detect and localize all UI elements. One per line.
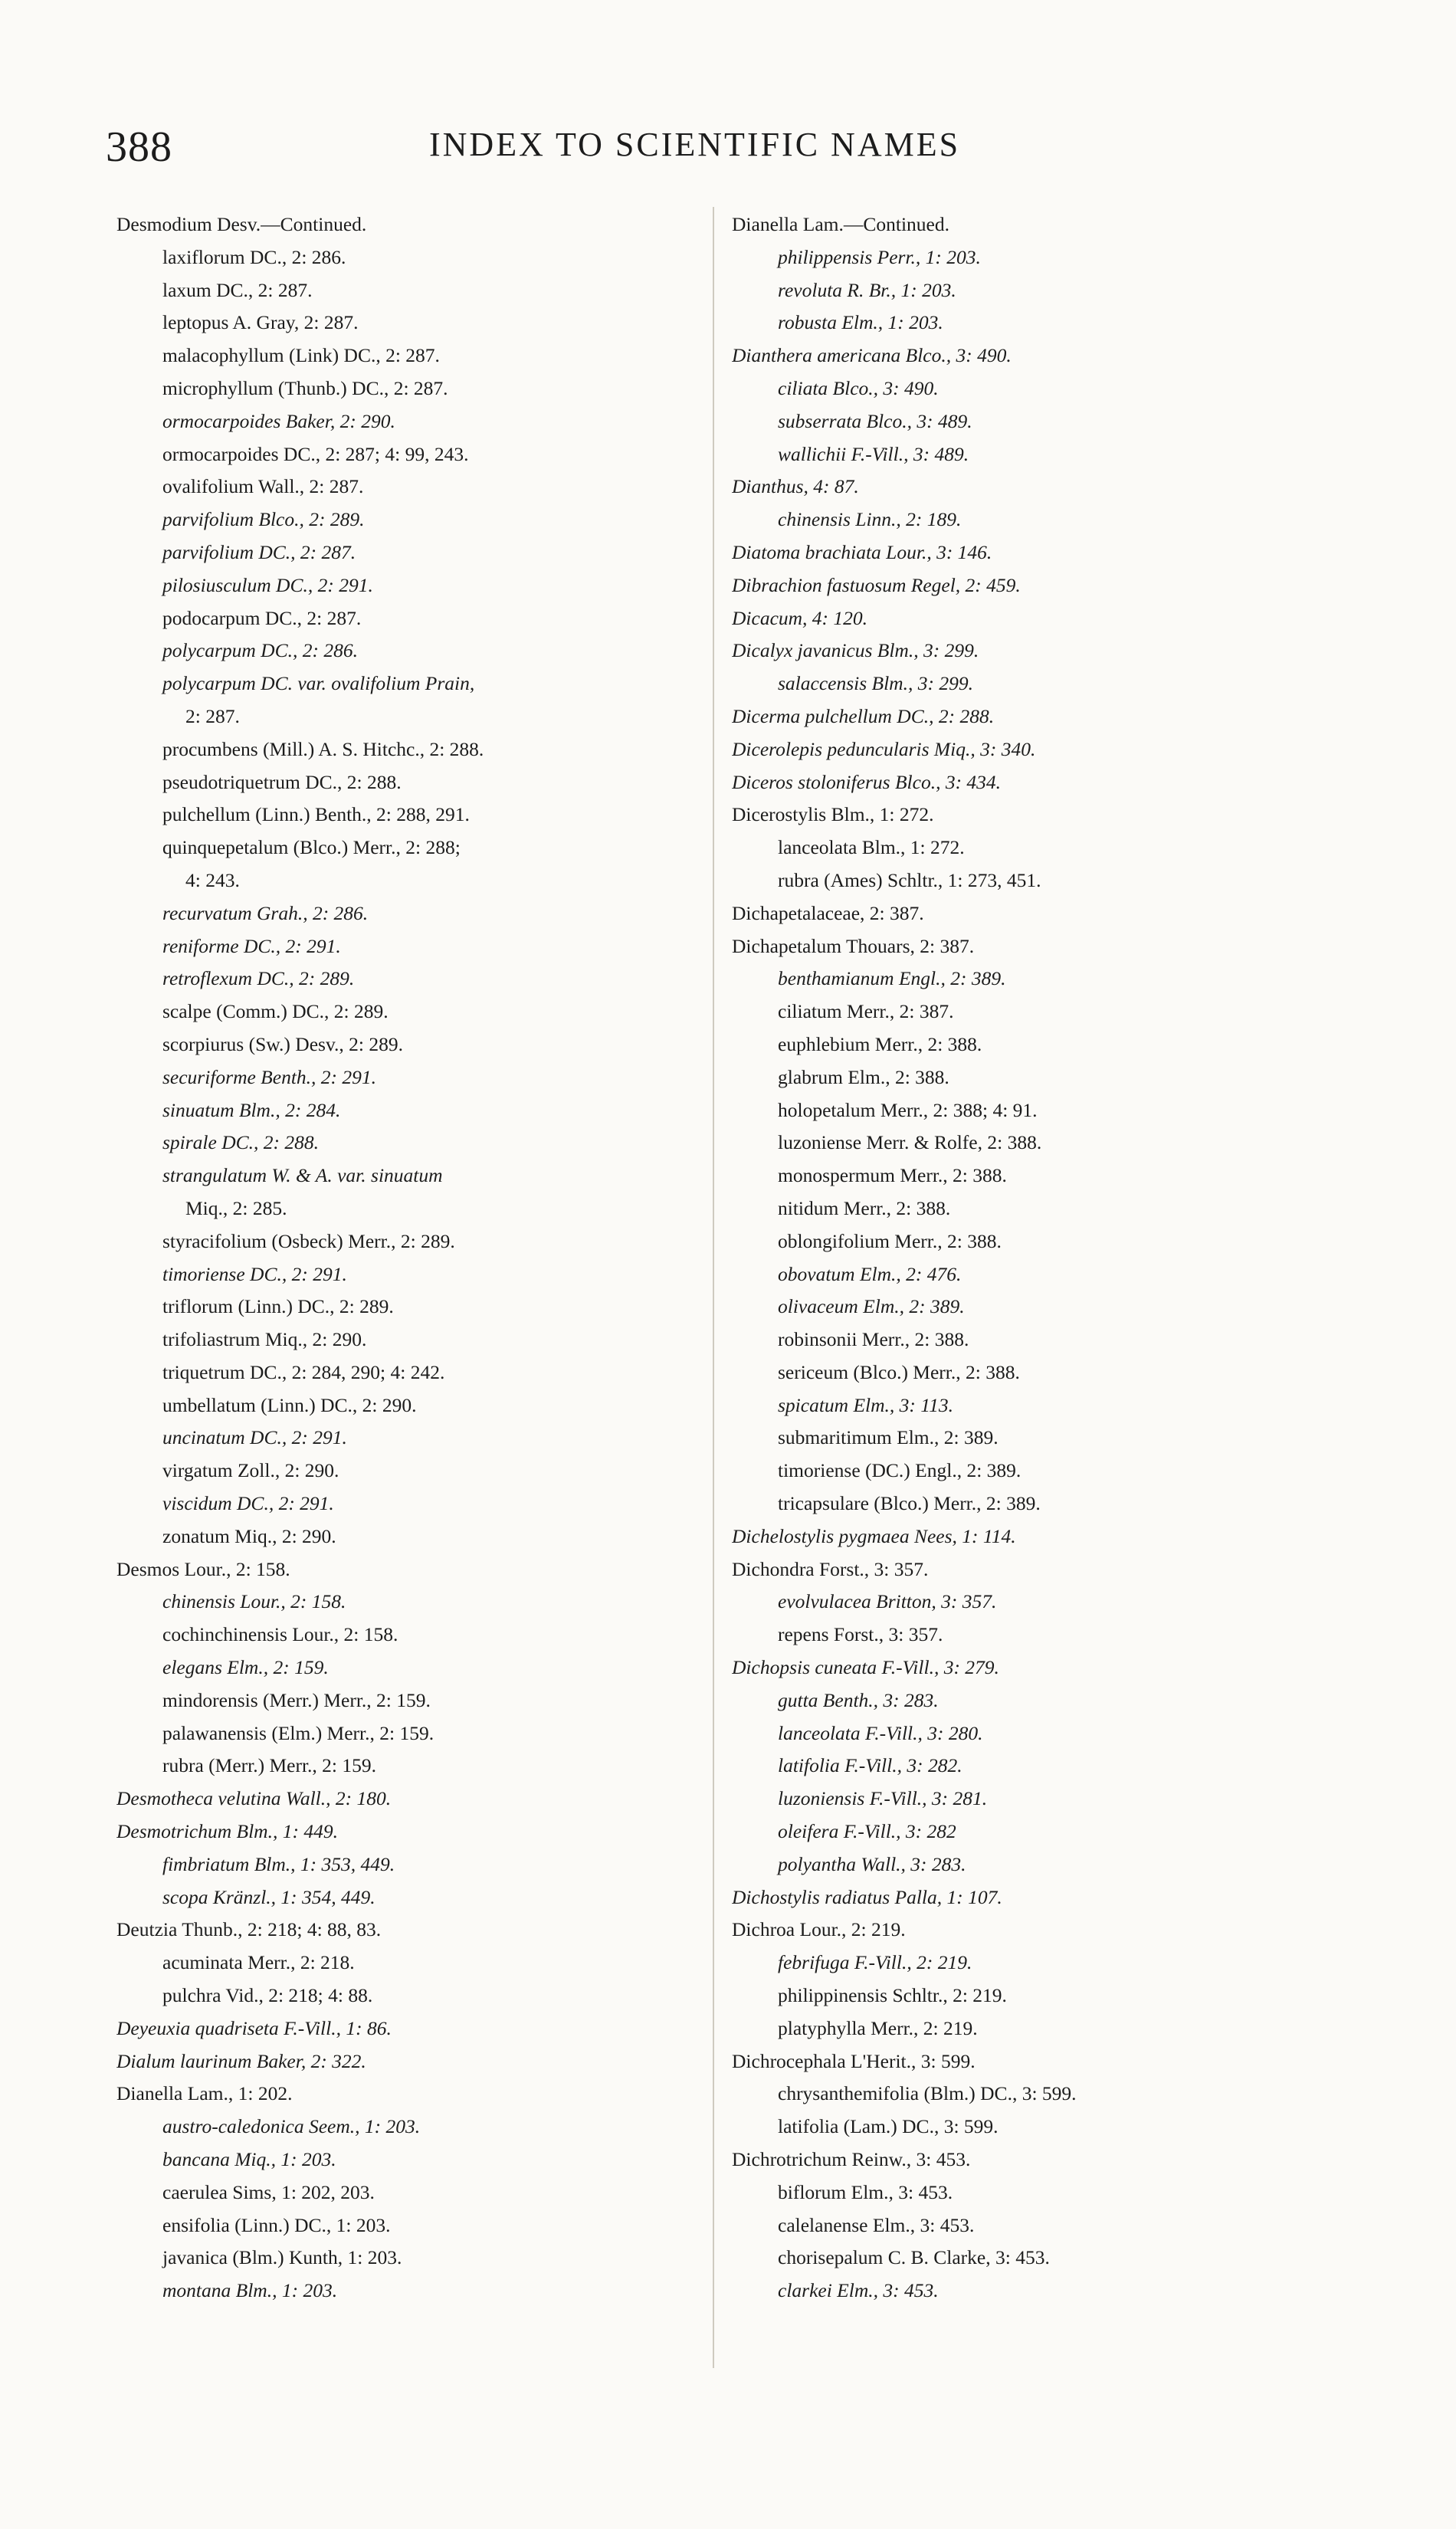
index-entry-species: sinuatum Blm., 2: 284. <box>162 1098 341 1121</box>
index-entry-species: reniforme DC., 2: 291. <box>162 934 341 957</box>
index-entry-genus: Dianthera americana Blco., 3: 490. <box>732 344 1012 367</box>
index-entry-species: calelanense Elm., 3: 453. <box>778 2213 975 2236</box>
index-entry-species: malacophyllum (Link) DC., 2: 287. <box>162 344 440 367</box>
index-entry-species: laxum DC., 2: 287. <box>162 278 313 301</box>
index-entry-species: euphlebium Merr., 2: 388. <box>778 1032 982 1055</box>
index-entry-species: salaccensis Blm., 3: 299. <box>778 672 973 695</box>
index-entry-species: bancana Miq., 1: 203. <box>162 2148 336 2171</box>
index-entry-species: philippinensis Schltr., 2: 219. <box>778 1984 1007 2007</box>
index-entry-species: ovalifolium Wall., 2: 287. <box>162 475 364 498</box>
index-entry-species: timoriense DC., 2: 291. <box>162 1262 347 1285</box>
index-entry-species: fimbriatum Blm., 1: 353, 449. <box>162 1852 395 1875</box>
index-entry-genus: Dichelostylis pygmaea Nees, 1: 114. <box>732 1524 1016 1547</box>
index-entry-species: febrifuga F.-Vill., 2: 219. <box>778 1951 972 1974</box>
index-entry-species: chrysanthemifolia (Blm.) DC., 3: 599. <box>778 2082 1077 2105</box>
index-entry-species: pulchellum (Linn.) Benth., 2: 288, 291. <box>162 803 470 826</box>
index-entry-species: elegans Elm., 2: 159. <box>162 1656 329 1679</box>
index-entry-species: glabrum Elm., 2: 388. <box>778 1065 949 1088</box>
index-entry-species: tricapsulare (Blco.) Merr., 2: 389. <box>778 1492 1041 1515</box>
index-entry-species: triflorum (Linn.) DC., 2: 289. <box>162 1295 394 1318</box>
index-entry-species: scalpe (Comm.) DC., 2: 289. <box>162 1000 389 1023</box>
index-entry-species: rubra (Ames) Schltr., 1: 273, 451. <box>778 868 1041 891</box>
index-entry-species: submaritimum Elm., 2: 389. <box>778 1426 999 1449</box>
index-entry-species: strangulatum W. & A. var. sinuatum <box>162 1164 443 1187</box>
index-entry-species: retroflexum DC., 2: 289. <box>162 967 355 990</box>
index-entry-species: clarkei Elm., 3: 453. <box>778 2279 939 2302</box>
index-entry-species: montana Blm., 1: 203. <box>162 2279 338 2302</box>
index-entry-species: triquetrum DC., 2: 284, 290; 4: 242. <box>162 1360 445 1383</box>
index-entry-genus: Dicalyx javanicus Blm., 3: 299. <box>732 639 979 662</box>
index-entry-species: nitidum Merr., 2: 388. <box>778 1196 951 1219</box>
index-entry-genus: Dichapetalum Thouars, 2: 387. <box>732 934 975 957</box>
index-entry-species: luzoniense Merr. & Rolfe, 2: 388. <box>778 1131 1042 1154</box>
index-entry-species: ormocarpoides Baker, 2: 290. <box>162 409 395 432</box>
index-entry-genus: Dichondra Forst., 3: 357. <box>732 1557 929 1580</box>
index-entry-genus: Dicerostylis Blm., 1: 272. <box>732 803 934 826</box>
index-entry-genus: Desmodium Desv.—Continued. <box>116 213 367 235</box>
index-entry-species: pilosiusculum DC., 2: 291. <box>162 573 373 596</box>
index-entry-species: obovatum Elm., 2: 476. <box>778 1262 962 1285</box>
index-entry-species: monospermum Merr., 2: 388. <box>778 1164 1007 1187</box>
index-entry-species: austro-caledonica Seem., 1: 203. <box>162 2115 421 2138</box>
index-entry-species: oblongifolium Merr., 2: 388. <box>778 1229 1002 1252</box>
index-entry-species: parvifolium Blco., 2: 289. <box>162 508 365 531</box>
index-entry-genus: Dianthus, 4: 87. <box>732 475 859 498</box>
index-entry-species: platyphylla Merr., 2: 219. <box>778 2016 978 2039</box>
index-entry-genus: Dichroa Lour., 2: 219. <box>732 1918 906 1941</box>
index-entry-species: trifoliastrum Miq., 2: 290. <box>162 1328 367 1351</box>
index-entry-species: polyantha Wall., 3: 283. <box>778 1852 966 1875</box>
index-entry-genus: Dichrotrichum Reinw., 3: 453. <box>732 2148 971 2171</box>
index-column-left <box>116 208 699 2308</box>
index-entry-species: 4: 243. <box>185 868 240 891</box>
index-entry-species: sericeum (Blco.) Merr., 2: 388. <box>778 1360 1020 1383</box>
index-entry-species: quinquepetalum (Blco.) Merr., 2: 288; <box>162 836 461 859</box>
index-entry-species: philippensis Perr., 1: 203. <box>778 245 981 268</box>
index-entry-species: mindorensis (Merr.) Merr., 2: 159. <box>162 1688 431 1711</box>
running-head: INDEX TO SCIENTIFIC NAMES <box>429 126 961 163</box>
index-entry-species: zonatum Miq., 2: 290. <box>162 1524 336 1547</box>
index-entry-genus: Dicacum, 4: 120. <box>732 606 868 629</box>
index-entry-species: ciliata Blco., 3: 490. <box>778 376 939 399</box>
index-entry-genus: Dichapetalaceae, 2: 387. <box>732 901 924 924</box>
index-entry-species: podocarpum DC., 2: 287. <box>162 606 362 629</box>
index-entry-species: chorisepalum C. B. Clarke, 3: 453. <box>778 2246 1050 2269</box>
index-entry-species: latifolia (Lam.) DC., 3: 599. <box>778 2115 999 2138</box>
index-entry-genus: Dichrocephala L'Herit., 3: 599. <box>732 2049 976 2072</box>
index-entry-species: recurvatum Grah., 2: 286. <box>162 901 369 924</box>
index-entry-species: umbellatum (Linn.) DC., 2: 290. <box>162 1393 417 1416</box>
index-entry-genus: Dichopsis cuneata F.-Vill., 3: 279. <box>732 1656 999 1679</box>
index-entry-species: lanceolata F.-Vill., 3: 280. <box>778 1721 983 1744</box>
index-entry-species: timoriense (DC.) Engl., 2: 389. <box>778 1459 1021 1482</box>
index-entry-species: laxiflorum DC., 2: 286. <box>162 245 346 268</box>
index-entry-species: revoluta R. Br., 1: 203. <box>778 278 956 301</box>
index-entry-species: wallichii F.-Vill., 3: 489. <box>778 442 969 465</box>
index-entry-species: scorpiurus (Sw.) Desv., 2: 289. <box>162 1032 403 1055</box>
index-entry-species: evolvulacea Britton, 3: 357. <box>778 1590 997 1613</box>
index-entry-genus: Dicerma pulchellum DC., 2: 288. <box>732 704 995 727</box>
index-entry-species: robusta Elm., 1: 203. <box>778 311 943 334</box>
index-entry-species: procumbens (Mill.) A. S. Hitchc., 2: 288. <box>162 737 484 760</box>
index-entry-species: ensifolia (Linn.) DC., 1: 203. <box>162 2213 391 2236</box>
index-entry-genus: Dialum laurinum Baker, 2: 322. <box>116 2049 366 2072</box>
index-column-right <box>732 208 1345 2308</box>
index-entry-genus: Diceros stoloniferus Blco., 3: 434. <box>732 770 1002 793</box>
index-entry-species: polycarpum DC. var. ovalifolium Prain, <box>162 672 475 695</box>
index-entry-species: lanceolata Blm., 1: 272. <box>778 836 965 859</box>
index-entry-species: gutta Benth., 3: 283. <box>778 1688 939 1711</box>
index-entry-species: repens Forst., 3: 357. <box>778 1623 943 1646</box>
index-entry-species: Miq., 2: 285. <box>185 1196 287 1219</box>
index-entry-species: spirale DC., 2: 288. <box>162 1131 319 1154</box>
index-entry-species: microphyllum (Thunb.) DC., 2: 287. <box>162 376 448 399</box>
index-entry-species: ormocarpoides DC., 2: 287; 4: 99, 243. <box>162 442 469 465</box>
index-entry-genus: Deyeuxia quadriseta F.-Vill., 1: 86. <box>116 2016 392 2039</box>
index-entry-species: spicatum Elm., 3: 113. <box>778 1393 954 1416</box>
index-entry-genus: Diatoma brachiata Lour., 3: 146. <box>732 540 992 563</box>
index-entry-species: pseudotriquetrum DC., 2: 288. <box>162 770 402 793</box>
index-entry-species: olivaceum Elm., 2: 389. <box>778 1295 965 1318</box>
index-entry-species: robinsonii Merr., 2: 388. <box>778 1328 969 1351</box>
column-divider <box>713 207 714 2368</box>
index-entry-species: holopetalum Merr., 2: 388; 4: 91. <box>778 1098 1038 1121</box>
index-entry-species: subserrata Blco., 3: 489. <box>778 409 972 432</box>
index-entry-genus: Dicerolepis peduncularis Miq., 3: 340. <box>732 737 1036 760</box>
index-entry-genus: Dichostylis radiatus Palla, 1: 107. <box>732 1885 1002 1908</box>
index-entry-genus: Dianella Lam.—Continued. <box>732 213 949 235</box>
index-entry-genus: Deutzia Thunb., 2: 218; 4: 88, 83. <box>116 1918 382 1941</box>
index-entry-species: rubra (Merr.) Merr., 2: 159. <box>162 1754 377 1777</box>
index-entry-species: scopa Kränzl., 1: 354, 449. <box>162 1885 375 1908</box>
index-entry-species: palawanensis (Elm.) Merr., 2: 159. <box>162 1721 435 1744</box>
index-entry-genus: Desmotheca velutina Wall., 2: 180. <box>116 1787 392 1810</box>
index-entry-species: leptopus A. Gray, 2: 287. <box>162 311 359 334</box>
page-number: 388 <box>106 123 172 171</box>
index-entry-species: styracifolium (Osbeck) Merr., 2: 289. <box>162 1229 455 1252</box>
index-entry-species: ciliatum Merr., 2: 387. <box>778 1000 954 1023</box>
index-entry-species: oleifera F.-Vill., 3: 282 <box>778 1820 956 1843</box>
index-entry-species: virgatum Zoll., 2: 290. <box>162 1459 339 1482</box>
index-entry-species: 2: 287. <box>185 704 240 727</box>
index-entry-species: polycarpum DC., 2: 286. <box>162 639 358 662</box>
index-entry-species: acuminata Merr., 2: 218. <box>162 1951 355 1974</box>
index-entry-species: chinensis Lour., 2: 158. <box>162 1590 346 1613</box>
index-entry-species: cochinchinensis Lour., 2: 158. <box>162 1623 398 1646</box>
index-entry-species: luzoniensis F.-Vill., 3: 281. <box>778 1787 988 1810</box>
index-entry-species: uncinatum DC., 2: 291. <box>162 1426 347 1449</box>
index-entry-species: viscidum DC., 2: 291. <box>162 1492 334 1515</box>
index-entry-species: latifolia F.-Vill., 3: 282. <box>778 1754 962 1777</box>
index-entry-species: securiforme Benth., 2: 291. <box>162 1065 377 1088</box>
index-entry-genus: Dianella Lam., 1: 202. <box>116 2082 293 2105</box>
index-entry-species: chinensis Linn., 2: 189. <box>778 508 962 531</box>
index-entry-species: parvifolium DC., 2: 287. <box>162 540 356 563</box>
index-entry-genus: Desmos Lour., 2: 158. <box>116 1557 290 1580</box>
index-entry-genus: Desmotrichum Blm., 1: 449. <box>116 1820 338 1843</box>
index-entry-species: benthamianum Engl., 2: 389. <box>778 967 1006 990</box>
index-entry-species: biflorum Elm., 3: 453. <box>778 2180 953 2203</box>
index-entry-genus: Dibrachion fastuosum Regel, 2: 459. <box>732 573 1021 596</box>
index-entry-species: pulchra Vid., 2: 218; 4: 88. <box>162 1984 373 2007</box>
index-entry-species: javanica (Blm.) Kunth, 1: 203. <box>162 2246 402 2269</box>
index-entry-species: caerulea Sims, 1: 202, 203. <box>162 2180 375 2203</box>
